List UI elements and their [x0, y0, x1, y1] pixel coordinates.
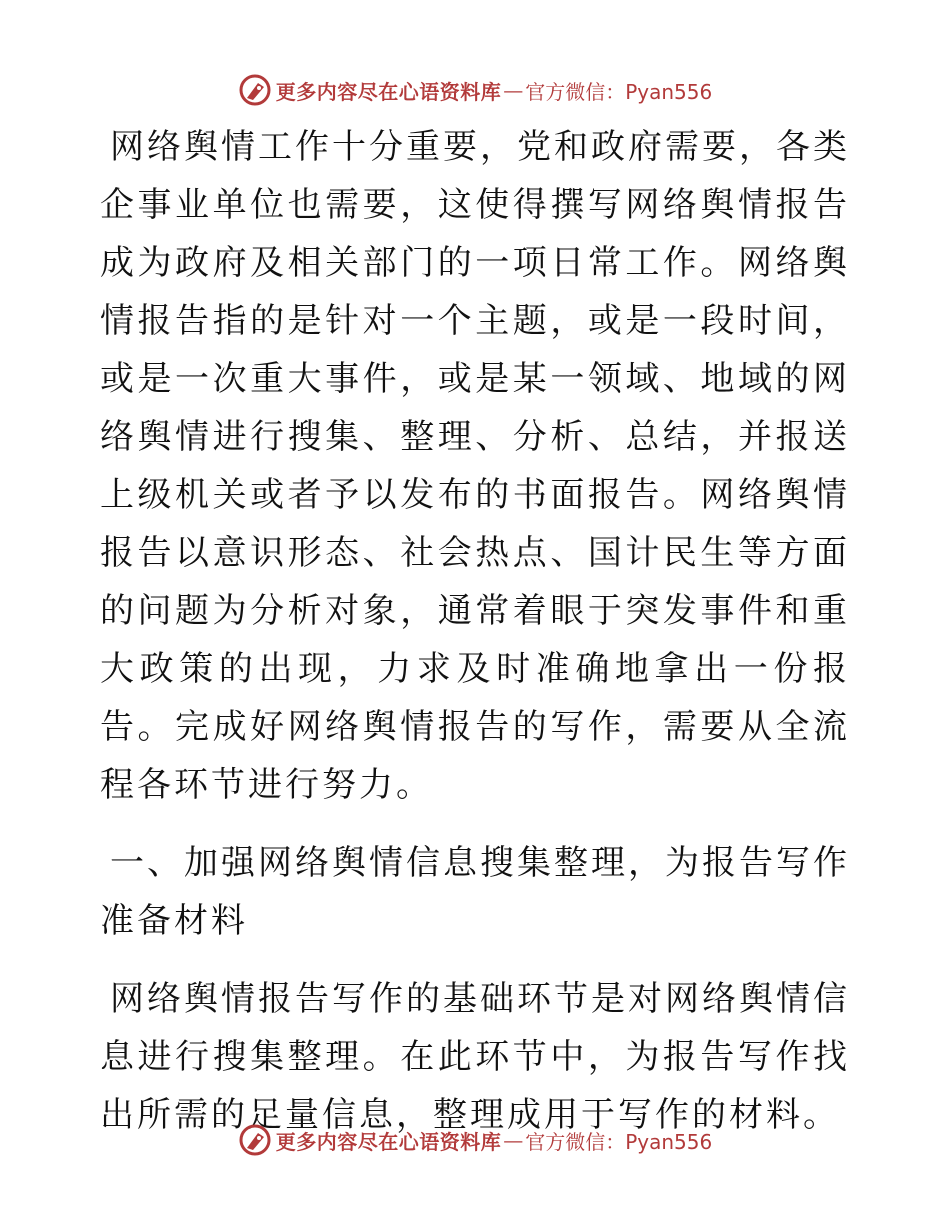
footer-banner-dash: — [503, 1128, 524, 1152]
header-banner [0, 70, 950, 110]
header-wechat-text: 官方微信：Pyan556 [525, 79, 713, 104]
section-paragraph-1: 网络舆情报告写作的基础环节是对网络舆情信息进行搜集整理。在此环节中，为报告写作找出所需的足量信息，整理成用于写作的材料。 [100, 979, 850, 1135]
section-heading-1: 一、加强网络舆情信息搜集整理，为报告写作准备材料 [100, 843, 850, 941]
footer-banner [0, 1120, 950, 1160]
pen-nib-logo-icon [238, 1123, 272, 1157]
footer-wechat-text: 官方微信：Pyan556 [525, 1129, 713, 1154]
pen-nib-logo-icon [238, 73, 272, 107]
intro-paragraph: 网络舆情工作十分重要，党和政府需要，各类企事业单位也需要，这使得撰写网络舆情报告成为政府及相关部门的一项日常工作。网络舆情报告指的是针对一个主题，或是一段时间，或是一次重大事件，或是某一领域、地域的网络舆情进行搜集、整理、分析、总结，并报送上级机关或者予以发布的书面报告。网络舆情报告以意识形态、社会热点、国计民生等方面的问题为分析对象，通常着眼于突发事件和重大政策的出现，力求及时准确地拿出一份报告。完成好网络舆情报告的写作，需要从全流程各环节进行努力。 [100, 127, 850, 805]
document-body [100, 118, 850, 1144]
header-banner-text: 更多内容尽在心语资料库 [275, 79, 502, 104]
header-banner-dash: — [503, 78, 524, 102]
footer-banner-text: 更多内容尽在心语资料库 [275, 1129, 502, 1154]
